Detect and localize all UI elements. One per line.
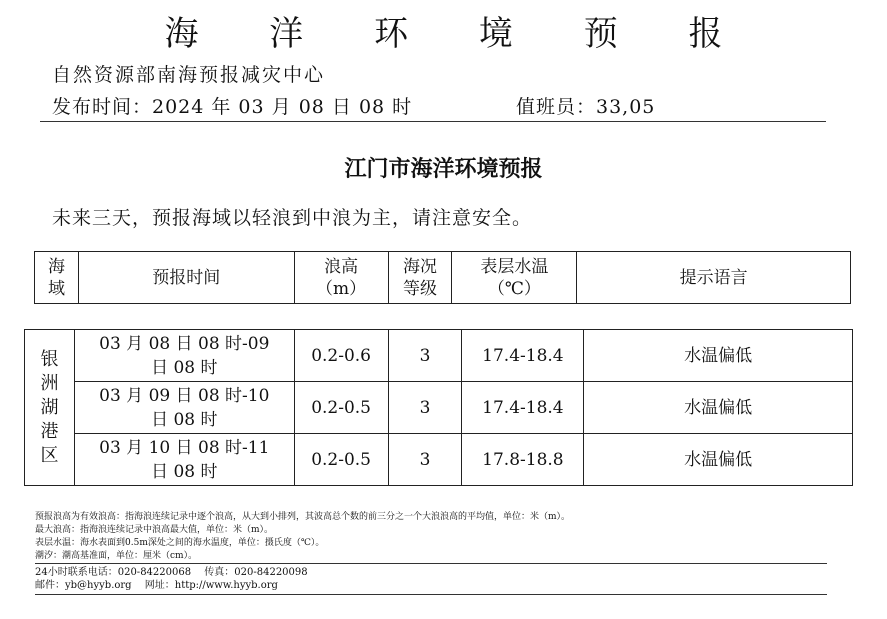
water-temperature: 17.4-18.4 [462,382,584,434]
report-subtitle: 江门市海洋环境预报 [344,156,543,182]
forecast-summary: 未来三天，预报海域以轻浪到中浪为主，请注意安全。 [52,207,533,229]
tip-text: 水温偏低 [584,330,853,382]
water-temperature: 17.8-18.8 [462,434,584,486]
table-header-row [35,252,851,304]
tip-text: 水温偏低 [584,434,853,486]
wave-height: 0.2-0.5 [294,434,388,486]
header-wave: 浪高 （m） [294,252,388,304]
header-tip: 提示语言 [577,252,851,304]
wave-height: 0.2-0.5 [294,382,388,434]
contact-info [35,566,308,592]
table-row [25,434,853,486]
footnote: 预报浪高为有效浪高：指海浪连续记录中逐个浪高，从大到小排列，其波高总个数的前三分之一个大浪浪高的平均值，单位：米（m）。 [35,512,571,522]
footnote: 潮汐：潮高基准面，单位：厘米（cm）。 [35,551,198,561]
publish-time: 发布时间：2024 年 03 月 08 日 08 时 [52,96,413,118]
forecast-time: 03 月 08 日 08 时-09 日 08 时 [74,330,294,382]
sea-state: 3 [388,330,462,382]
wave-height: 0.2-0.6 [294,330,388,382]
header-time: 预报时间 [78,252,294,304]
table-row [25,330,853,382]
footnote: 表层水温：海水表面到0.5m深处之间的海水温度，单位：摄氏度（℃）。 [35,538,325,548]
organization-name: 自然资源部南海预报减灾中心 [52,64,326,86]
header-zone: 海 域 [35,252,79,304]
forecast-time: 03 月 10 日 08 时-11 日 08 时 [74,434,294,486]
sea-state: 3 [388,434,462,486]
sea-state: 3 [388,382,462,434]
forecast-time: 03 月 09 日 08 时-10 日 08 时 [74,382,294,434]
zone-name: 银 洲 湖 港 区 [25,330,75,486]
tip-text: 水温偏低 [584,382,853,434]
footnotes [35,511,855,563]
header-temperature: 表层水温 （℃） [452,252,577,304]
page-title: 海 洋 环 境 预 报 [164,14,753,54]
header-sea-state: 海况 等级 [388,252,452,304]
duty-officer: 值班员：33,05 [516,96,656,118]
footer-divider-top [35,563,827,564]
contact-email-web: 邮件：yb@hyyb.org 网址：http://www.hyyb.org [35,580,278,591]
header-divider [40,121,826,122]
footnote: 最大浪高：指海浪连续记录中浪高最大值，单位：米（m）。 [35,525,274,535]
footer-divider-bottom [35,594,827,595]
contact-phone-fax: 24小时联系电话：020-84220068 传真：020-84220098 [35,567,308,578]
forecast-table-header [34,251,851,304]
table-row [25,382,853,434]
water-temperature: 17.4-18.4 [462,330,584,382]
forecast-table [24,329,853,486]
